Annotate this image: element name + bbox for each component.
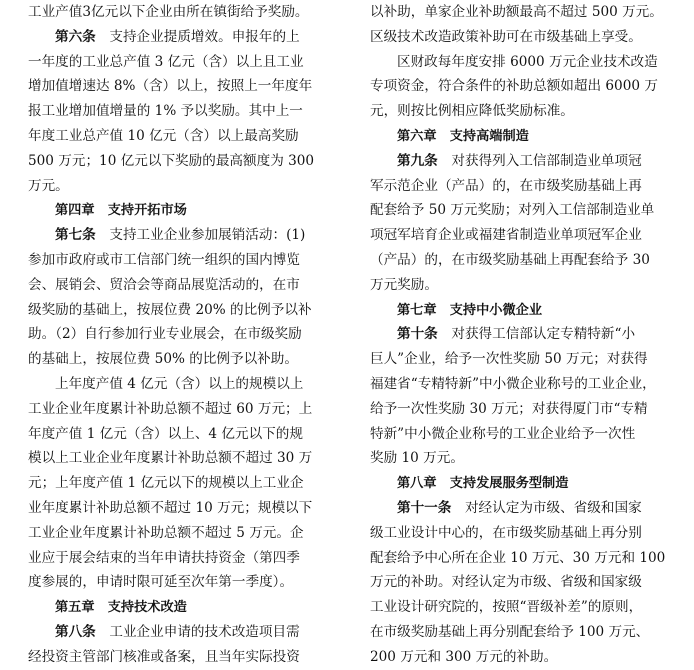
text-line — [28, 149, 328, 174]
line-text: 对获得列入工信部制造业单项冠 — [437, 152, 642, 169]
article-number: 第十条 — [397, 326, 438, 343]
line-text: 军示范企业（产品）的，在市级奖励基础上再 — [370, 177, 642, 194]
text-line — [28, 248, 328, 273]
line-text: 奖励 10 万元。 — [370, 450, 464, 467]
text-line — [370, 570, 668, 595]
line-text: 级奖励的基础上，按展位费 20% 的比例予以补 — [28, 301, 312, 318]
line-text: 报工业增加值增量的 1% 予以奖励。其中上一 — [28, 103, 303, 120]
line-text: 特新”中小微企业称号的工业企业给予一次性 — [370, 425, 636, 442]
line-text: 专项资金，符合条件的补助总额如超出 6000 万 — [370, 78, 658, 95]
text-line — [370, 620, 668, 645]
line-text: 上年度产值 4 亿元（含）以上的规模以上 — [55, 375, 304, 392]
text-line — [28, 422, 328, 447]
line-text: 区级技术改造政策补助可在市级基础上享受。 — [370, 28, 642, 45]
text-line — [28, 322, 328, 347]
text-line — [28, 124, 328, 149]
text-line — [370, 595, 668, 620]
text-line — [370, 273, 668, 298]
article-number: 第十一条 — [397, 499, 452, 516]
text-line — [370, 422, 668, 447]
text-line — [370, 198, 668, 223]
text-line — [28, 446, 328, 471]
line-text: 支持工业企业参加展销活动：(1) — [95, 227, 306, 244]
text-line — [28, 570, 328, 595]
text-line — [370, 74, 668, 99]
text-line — [370, 248, 668, 273]
line-text: 项冠军培育企业或福建省制造业单项冠军企业 — [370, 227, 642, 244]
right-column — [370, 0, 668, 670]
chapter-heading-text: 第七章 支持中小微企业 — [397, 302, 543, 318]
line-text: 度参展的，申请时限可延至次年第一季度）。 — [28, 574, 294, 591]
text-line — [28, 174, 328, 199]
text-line — [28, 0, 328, 25]
line-text: （产品）的，在市级奖励基础上再配套给予 30 — [370, 251, 650, 268]
text-line — [28, 496, 328, 521]
line-text: 工业企业年度累计补助总额不超过 5 万元。企 — [28, 524, 304, 541]
article-number: 第八条 — [55, 623, 96, 640]
text-line — [28, 645, 328, 670]
text-line — [370, 322, 668, 347]
line-text: 万元的补助。对经认定为市级、省级和国家级 — [370, 574, 642, 591]
text-line — [28, 25, 328, 50]
line-text: 对获得工信部认定专精特新“小 — [437, 326, 636, 343]
line-text: 500 万元；10 亿元以下奖励的最高额度为 300 — [28, 152, 315, 169]
text-line — [28, 471, 328, 496]
line-text: 年度工业总产值 10 亿元（含）以上最高奖励 — [28, 127, 299, 144]
text-line — [28, 223, 328, 248]
text-line — [28, 521, 328, 546]
line-text: 200 万元和 300 万元的补助。 — [370, 648, 558, 665]
line-text: 增加值增速达 8%（含）以上，按照上一年度年 — [28, 78, 313, 95]
chapter-heading-text: 第四章 支持开拓市场 — [55, 203, 187, 219]
text-line — [370, 99, 668, 124]
line-text: 配套给予中心所在企业 10 万元、30 万元和 100 — [370, 549, 666, 566]
line-text: 经投资主管部门核准或备案，且当年实际投资 — [28, 648, 300, 665]
text-line — [28, 99, 328, 124]
article-number: 第九条 — [397, 152, 438, 169]
text-line — [28, 298, 328, 323]
text-line — [28, 620, 328, 645]
line-text: 业应于展会结束的当年申请扶持资金（第四季 — [28, 549, 300, 566]
chapter-heading-text: 第八章 支持发展服务型制造 — [397, 476, 569, 492]
text-line — [370, 25, 668, 50]
line-text: 区财政每年度安排 6000 万元企业技术改造 — [397, 53, 658, 70]
line-text: 参加市政府或市工信部门统一组织的国内博览 — [28, 251, 300, 268]
text-line — [370, 446, 668, 471]
text-line — [28, 546, 328, 571]
chapter-heading — [28, 595, 328, 620]
text-line — [28, 397, 328, 422]
text-line — [370, 347, 668, 372]
text-line — [28, 74, 328, 99]
text-line — [370, 645, 668, 670]
line-text: 工业企业申请的技术改造项目需 — [95, 623, 300, 640]
line-text: 对经认定为市级、省级和国家 — [451, 499, 642, 516]
line-text: 会、展销会、贸洽会等商品展览活动的，在市 — [28, 276, 300, 293]
line-text: 以补助，单家企业补助额最高不超过 500 万元。 — [370, 4, 663, 20]
line-text: 配套给予 50 万元奖励；对列入工信部制造业单 — [370, 202, 655, 219]
text-line — [370, 546, 668, 571]
line-text: 在市级奖励基础上再分别配套给予 100 万元、 — [370, 623, 650, 640]
line-text: 助。（2）自行参加行业专业展会，在市级奖励 — [28, 326, 302, 343]
line-text: 一年度的工业总产值 3 亿元（含）以上且工业 — [28, 53, 304, 70]
line-text: 业年度累计补助总额不超过 10 万元；规模以下 — [28, 499, 313, 516]
text-line — [370, 397, 668, 422]
text-line — [370, 149, 668, 174]
chapter-heading — [370, 471, 668, 496]
line-text: 的基础上，按展位费 50% 的比例予以补助。 — [28, 351, 298, 368]
chapter-heading — [28, 198, 328, 223]
chapter-heading — [370, 298, 668, 323]
text-line — [28, 273, 328, 298]
line-text: 巨人”企业，给予一次性奖励 50 万元；对获得 — [370, 351, 648, 368]
line-text: 年度产值 1 亿元（含）以上、4 亿元以下的规 — [28, 425, 303, 442]
text-line — [370, 521, 668, 546]
chapter-heading-text: 第六章 支持高端制造 — [397, 128, 529, 144]
line-text: 工业设计研究院的，按照“晋级补差”的原则， — [370, 599, 643, 616]
line-text: 工业企业年度累计补助总额不超过 60 万元；上 — [28, 400, 313, 417]
article-number: 第六条 — [55, 28, 96, 45]
line-text: 级工业设计中心的，在市级奖励基础上再分别 — [370, 524, 642, 541]
text-line — [370, 372, 668, 397]
line-text: 工业产值3亿元以下企业由所在镇街给予奖励。 — [28, 4, 309, 20]
line-text: 支持企业提质增效。申报年的上 — [95, 28, 300, 45]
line-text: 元，则按比例相应降低奖励标准。 — [370, 103, 574, 120]
line-text: 模以上工业企业年度累计补助总额不超过 30 万 — [28, 450, 313, 467]
text-line — [370, 174, 668, 199]
article-number: 第七条 — [55, 227, 96, 244]
text-line — [370, 0, 668, 25]
line-text: 元；上年度产值 1 亿元以下的规模以上工业企 — [28, 475, 304, 492]
line-text: 福建省“专精特新”中小微企业称号的工业企业， — [370, 375, 656, 392]
text-line — [370, 50, 668, 75]
text-line — [28, 372, 328, 397]
text-line — [28, 50, 328, 75]
line-text: 给予一次性奖励 30 万元；对获得厦门市“专精 — [370, 400, 648, 417]
line-text: 万元奖励。 — [370, 276, 438, 293]
chapter-heading-text: 第五章 支持技术改造 — [55, 600, 187, 616]
text-line — [28, 347, 328, 372]
chapter-heading — [370, 124, 668, 149]
text-line — [370, 496, 668, 521]
left-column — [28, 0, 328, 670]
text-line — [370, 223, 668, 248]
line-text: 万元。 — [28, 177, 69, 194]
